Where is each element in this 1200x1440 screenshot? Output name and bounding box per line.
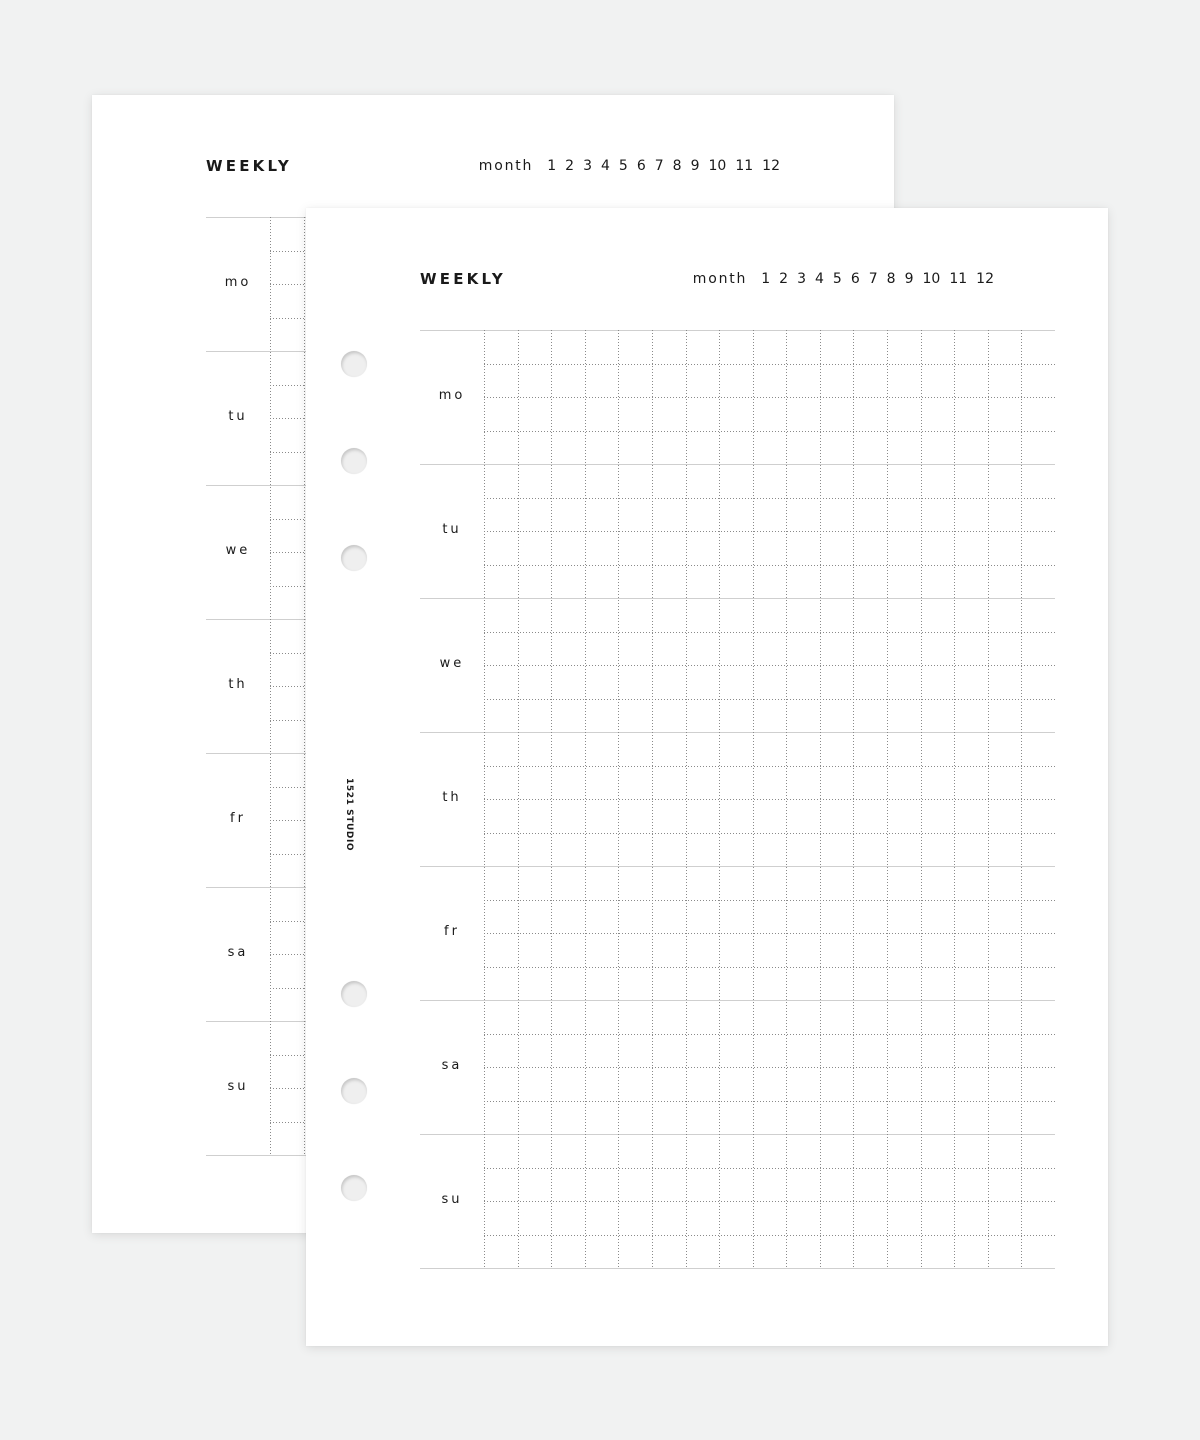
day-label-fr: fr: [230, 811, 246, 826]
month-selector: [479, 157, 780, 175]
day-label-we: we: [439, 656, 465, 671]
day-label-sa: sa: [227, 945, 249, 960]
month-1[interactable]: 1: [547, 158, 557, 174]
month-4[interactable]: 4: [814, 271, 824, 287]
month-10[interactable]: 10: [922, 271, 941, 287]
month-11[interactable]: 11: [949, 271, 968, 287]
day-label-mo: mo: [224, 275, 252, 290]
month-9[interactable]: 9: [904, 271, 914, 287]
day-label-tu: tu: [442, 522, 462, 537]
day-label-mo: mo: [438, 388, 466, 403]
front-sheet: [306, 208, 1108, 1346]
day-label-fr: fr: [444, 924, 460, 939]
day-label-we: we: [225, 543, 251, 558]
month-9[interactable]: 9: [690, 158, 700, 174]
month-1[interactable]: 1: [761, 271, 771, 287]
binder-hole: [341, 545, 367, 571]
month-3[interactable]: 3: [797, 271, 806, 287]
month-label: month: [478, 158, 534, 174]
day-label-sa: sa: [441, 1058, 463, 1073]
month-4[interactable]: 4: [600, 158, 610, 174]
month-3[interactable]: 3: [583, 158, 592, 174]
month-5[interactable]: 5: [618, 158, 628, 174]
day-label-th: th: [442, 790, 462, 805]
binder-hole: [341, 1078, 367, 1104]
brand-mark: 1521 STUDIO: [344, 778, 354, 852]
month-7[interactable]: 7: [868, 271, 878, 287]
binder-hole: [341, 1175, 367, 1201]
grid-lines: [420, 329, 1055, 1269]
binder-hole: [341, 448, 367, 474]
month-12[interactable]: 12: [976, 271, 994, 287]
month-5[interactable]: 5: [832, 271, 842, 287]
page-title: WEEKLY: [206, 157, 292, 175]
month-6[interactable]: 6: [850, 271, 860, 287]
month-2[interactable]: 2: [565, 158, 575, 174]
month-2[interactable]: 2: [779, 271, 789, 287]
month-8[interactable]: 8: [886, 271, 896, 287]
day-label-tu: tu: [228, 409, 248, 424]
month-8[interactable]: 8: [672, 158, 682, 174]
month-12[interactable]: 12: [762, 158, 780, 174]
day-label-su: su: [227, 1079, 249, 1094]
weekly-grid: [420, 329, 1055, 1269]
binder-hole: [341, 351, 367, 377]
day-label-th: th: [228, 677, 248, 692]
month-10[interactable]: 10: [708, 158, 727, 174]
page-title: WEEKLY: [420, 270, 506, 288]
day-label-su: su: [441, 1192, 463, 1207]
month-7[interactable]: 7: [654, 158, 664, 174]
month-11[interactable]: 11: [735, 158, 754, 174]
binder-hole: [341, 981, 367, 1007]
month-label: month: [692, 271, 748, 287]
month-6[interactable]: 6: [636, 158, 646, 174]
month-selector: [693, 270, 994, 288]
